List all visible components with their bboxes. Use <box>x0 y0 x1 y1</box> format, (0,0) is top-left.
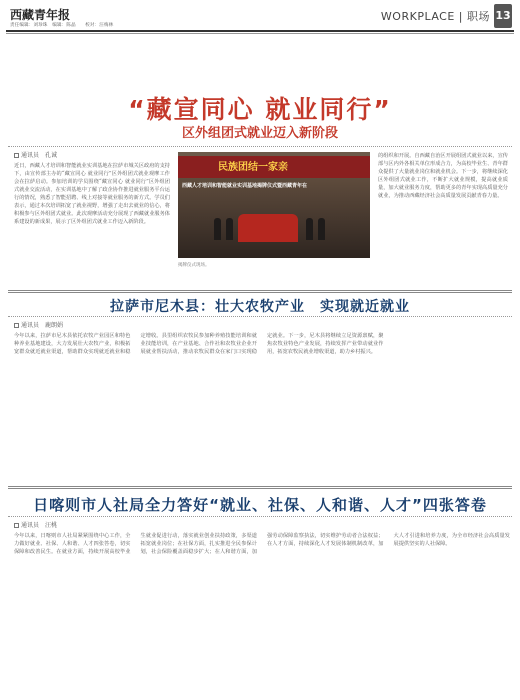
divider <box>8 146 512 147</box>
article2-byline: 通讯员 鹿朗娟 <box>14 320 63 329</box>
photo-strip-text: 西藏人才培训和智能就业实训基地揭牌仪式暨西藏青年在 <box>182 183 308 189</box>
photo-caption: 揭牌仪式现场。 <box>178 263 210 268</box>
article3-body: 今年以来，日喀则市人社局紧紧围绕中心工作，全力做好就业、社保、人和谐、人才四张答卷，切实保障和改善民生。在就业方面，持续开展高校毕业生就业促进行动，落实就业创业扶持政策，多渠道拓宽就业岗位；在社保方面，扎实推进全民参保计划，社会保险覆盖面稳步扩大；在人和谐方面，加强劳动保障监察执法，切实维护劳动者合法权益；在人才方面，持续深化人才发展体制机制改革，加大人才引进和培养力度，为全市经济社会高质量发展提供坚实的人社保障。 <box>14 533 510 555</box>
masthead <box>0 0 520 38</box>
photo-person <box>226 218 233 240</box>
square-icon <box>14 153 19 158</box>
square-icon <box>14 323 19 328</box>
square-icon <box>14 523 19 528</box>
divider <box>8 516 512 517</box>
section-divider <box>8 486 512 489</box>
section-tag: WORKPLACE | 职场 <box>380 10 490 23</box>
masthead-rule-thin <box>6 33 514 34</box>
section-divider <box>8 290 512 293</box>
article1-headline: “藏宣同心 就业同行” <box>128 95 392 124</box>
article1-body-left: 近日，西藏人才培训和智能就业实训基地在拉萨市城关区政府的支持下，由宣传部主办的“藏宣同心 就业同行”区外组团式就业观摩工作会在拉萨启动。参加培训的学员围绕“藏宣同心 就业同行”区外组团式就业交流活动，在实训基地中了解了政企协作推进就业服务平台运行的情况，熟悉了智能招聘、线上对接等就业服务的新方式。学员们表示，通过本次培训拓宽了就业视野，增强了走出去就业的信心，将积极参与区外组团式就业。此次观摩活动充分展现了西藏就业服务体系建设的新成果，展示了区外组团式就业工作迈入新阶段。 <box>14 163 170 225</box>
article2-headline: 拉萨市尼木县：壮大农牧产业 实现就近就业 <box>110 299 410 315</box>
page-number: 13 <box>494 4 512 28</box>
article1-photo <box>178 152 370 258</box>
article1-subhead: 区外组团式就业迈入新阶段 <box>181 126 338 141</box>
newspaper-name: 西藏青年报 <box>10 8 71 22</box>
article1-byline: 通讯员 孔诚 <box>14 150 57 159</box>
masthead-rule <box>6 30 514 32</box>
photo-stage <box>238 214 298 242</box>
photo-banner-text: 民族团结一家亲 <box>218 162 288 173</box>
article3-headline: 日喀则市人社局全力答好“就业、社保、人和谐、人才”四张答卷 <box>33 496 487 514</box>
photo-person <box>214 218 221 240</box>
article1-body-right: 的组织和开展。自西藏自治区开展组团式就业以来，宣传部与区内外各相关单位形成合力，为高校毕业生、青年群众提供了大量就业岗位和就业机会。下一步，将继续深化区外组团式就业工作，不断扩大就业规模，提高就业质量，加大就业服务力度，帮助更多的青年实现高质量充分就业，为推动西藏经济社会高质量发展贡献青春力量。 <box>378 153 508 199</box>
photo-person <box>318 218 325 240</box>
divider <box>8 316 512 317</box>
editor-credits: 责任编辑：刘珍珠 编辑：陈晶 校对：汪梅林 <box>10 23 114 28</box>
article3-byline: 通讯员 汪桃 <box>14 520 57 529</box>
photo-person <box>306 218 313 240</box>
article2-body: 今年以来，拉萨市尼木县依托农牧产业园区和特色种养业基地建设，大力发展壮大农牧产业，积极拓宽群众就近就业渠道，帮助群众实现就近就业和稳定增收。县里组织农牧民参加种养殖技能培训和就业技能培训，在产业基地、合作社和农牧业企业开展就业帮扶活动，推动农牧民群众在家门口实现稳定就业。下一步，尼木县将继续立足资源禀赋，聚焦农牧业特色产业发展，持续发挥产业带动就业作用，拓宽农牧民就业增收渠道，助力乡村振兴。 <box>14 333 384 355</box>
